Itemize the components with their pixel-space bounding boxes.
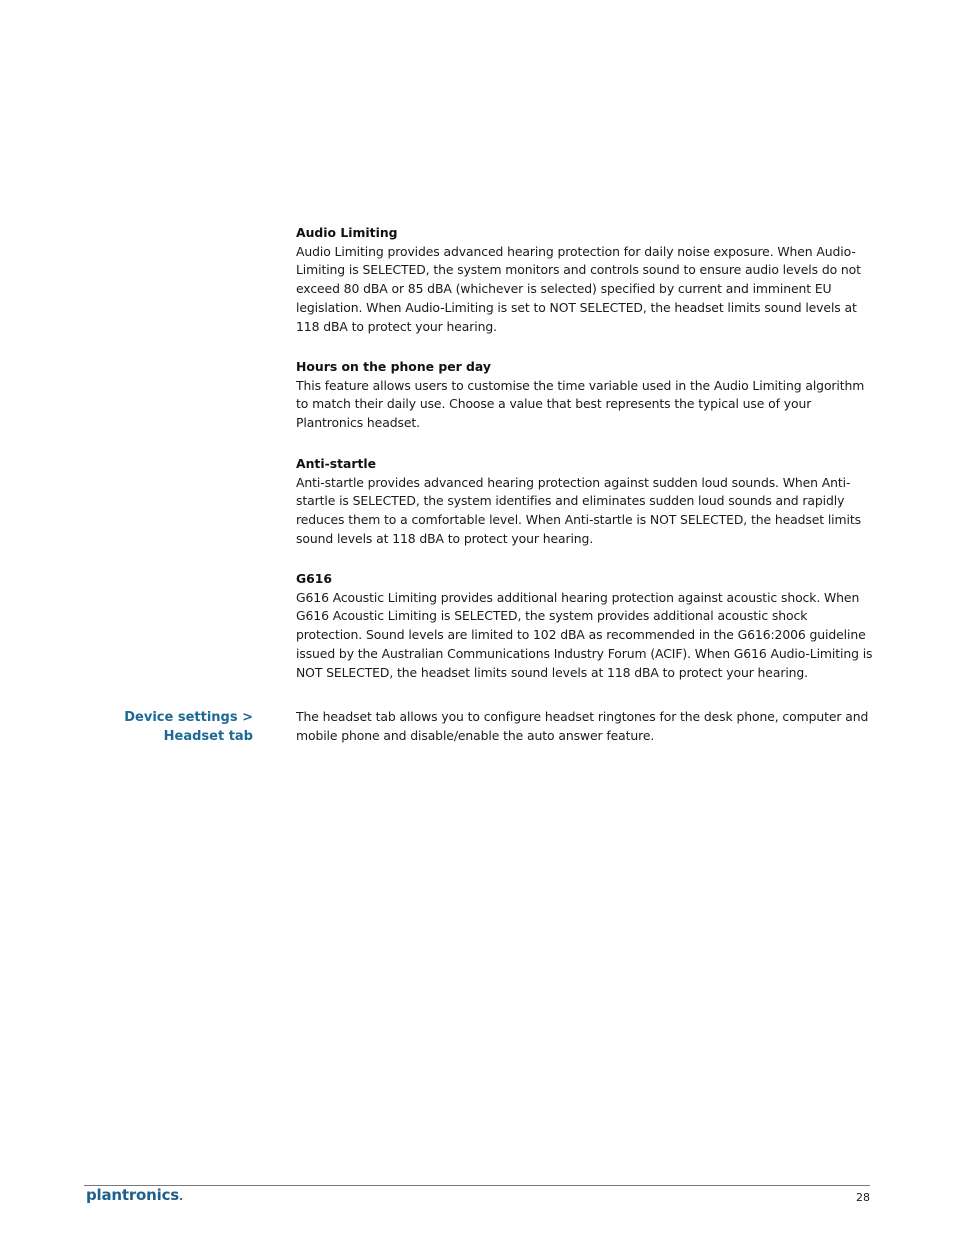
section-heading: Hours on the phone per day: [296, 359, 491, 374]
section-heading: G616: [296, 571, 333, 586]
section-hours-on-phone: [296, 358, 874, 433]
logo-dot: .: [179, 1190, 183, 1203]
side-heading-headset-tab: Device settings > Headset tab: [124, 710, 253, 744]
section-body: G616 Acoustic Limiting provides additional hearing protection against acoustic shock. When G616 Acoustic Limiting is SELECTED, the system provides additional acoustic shock protection. Sound levels are limited to 102 dBA as recommended in the G616:2006 guideline issued by the Australian Communications Industry Forum (ACIF). When G616 Audio-Limiting is NOT SELECTED, the headset limits sound levels at 118 dBA to protect your hearing.: [296, 589, 873, 680]
plantronics-logo: [86, 1186, 183, 1204]
section-body: This feature allows users to customise the time variable used in the Audio Limiting algorithm to match their daily use. Choose a value that best represents the typical use of your Plantronics headset.: [296, 377, 865, 431]
section-body: The headset tab allows you to configure headset ringtones for the desk phone, computer and mobile phone and disable/enable the auto answer feature.: [296, 709, 869, 743]
section-body: Anti-startle provides advanced hearing protection against sudden loud sounds. When Anti-startle is SELECTED, the system identifies and eliminates sudden loud sounds and rapidly reduces them to a comfortable level. When Anti-startle is NOT SELECTED, the headset limits sound levels at 118 dBA to protect your hearing.: [296, 474, 861, 546]
section-audio-limiting: [296, 224, 874, 336]
section-heading: Audio Limiting: [296, 225, 398, 240]
footer-divider: [84, 1185, 870, 1186]
section-g616: [296, 570, 874, 682]
section-anti-startle: [296, 455, 874, 549]
logo-text: plantronics: [86, 1186, 179, 1204]
section-heading: Anti-startle: [296, 456, 377, 471]
section-headset-tab: [296, 708, 874, 745]
section-body: Audio Limiting provides advanced hearing protection for daily noise exposure. When Audio-Limiting is SELECTED, the system monitors and controls sound to ensure audio levels do not exceed 80 dBA or 85 dBA (whichever is selected) specified by current and imminent EU legislation. When Audio-Limiting is set to NOT SELECTED, the headset limits sound levels at 118 dBA to protect your hearing.: [296, 243, 861, 334]
page-number: 28: [856, 1191, 870, 1204]
